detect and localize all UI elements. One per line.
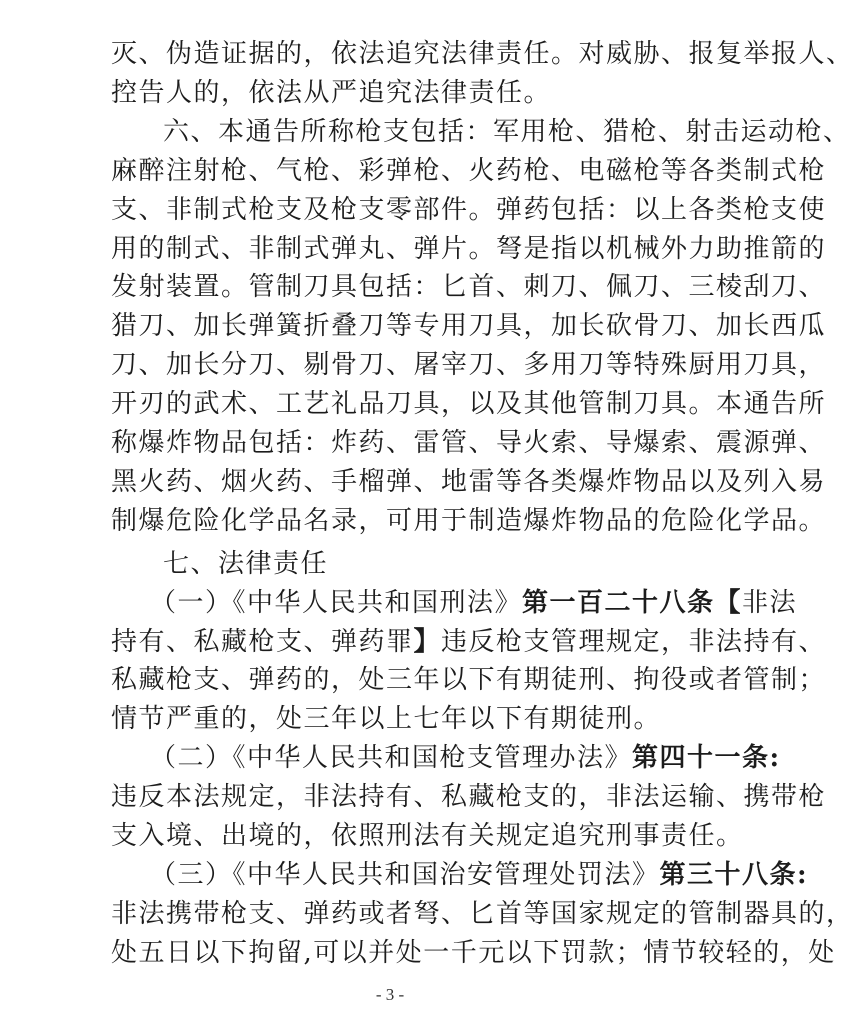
text-line: 制爆危险化学品名录，可用于制造爆炸物品的危险化学品。	[111, 506, 827, 536]
text-line: 刀、加长分刀、剔骨刀、屠宰刀、多用刀等特殊厨用刀具，	[111, 350, 827, 380]
page-number: - 3 -	[375, 985, 405, 1004]
article-one-line	[150, 583, 798, 623]
article-number: 第四十一条:	[632, 743, 781, 773]
text-line: 用的制式、非制式弹丸、弹片。弩是指以机械外力助推箭的	[111, 234, 827, 264]
text-line: 情节严重的，处三年以上七年以下有期徒刑。	[111, 704, 662, 734]
article-text: 违反枪支管理规定，非法持有、	[441, 627, 827, 657]
article-source: （三）《中华人民共和国治安管理处罚法》	[150, 860, 660, 890]
article-number: 】	[413, 627, 442, 657]
article-text: 非法	[742, 588, 798, 618]
section-seven-heading: 七、法律责任	[163, 549, 329, 579]
text-line	[111, 622, 827, 662]
text-line: 开刃的武术、工艺礼品刀具，以及其他管制刀具。本通告所	[111, 389, 827, 419]
article-source: （二）《中华人民共和国枪支管理办法》	[150, 743, 633, 773]
article-two-line	[150, 738, 781, 778]
text-line: 处五日以下拘留,可以并处一千元以下罚款；情节较轻的，处	[111, 938, 836, 968]
article-source: 持有、私藏枪支、弹药罪	[111, 627, 414, 657]
text-line: 麻醉注射枪、气枪、彩弹枪、火药枪、电磁枪等各类制式枪	[111, 156, 827, 186]
text-line: 支入境、出境的，依照刑法有关规定追究刑事责任。	[111, 821, 744, 851]
text-line: 黑火药、烟火药、手榴弹、地雷等各类爆炸物品以及列入易	[111, 467, 827, 497]
text-line: 称爆炸物品包括：炸药、雷管、导火索、导爆索、震源弹、	[111, 428, 827, 458]
article-source: （一）《中华人民共和国刑法》	[150, 588, 523, 618]
article-number: 第三十八条:	[659, 860, 809, 890]
text-line: 控告人的，依法从严追究法律责任。	[111, 78, 552, 108]
article-three-line	[150, 855, 809, 895]
text-line: 支、非制式枪支及枪支零部件。弹药包括：以上各类枪支使	[111, 195, 827, 225]
text-line: 灭、伪造证据的，依法追究法律责任。对威胁、报复举报人、	[111, 39, 854, 69]
text-line: 非法携带枪支、弹药或者弩、匕首等国家规定的管制器具的，	[111, 899, 854, 929]
text-line: 猎刀、加长弹簧折叠刀等专用刀具，加长砍骨刀、加长西瓜	[111, 311, 827, 341]
section-six-heading-line: 六、本通告所称枪支包括：军用枪、猎枪、射击运动枪、	[163, 117, 851, 147]
article-number: 第一百二十八条【	[522, 588, 743, 618]
text-line: 违反本法规定，非法持有、私藏枪支的，非法运输、携带枪	[111, 782, 827, 812]
text-line: 发射装置。管制刀具包括：匕首、刺刀、佩刀、三棱刮刀、	[111, 272, 827, 302]
text-line: 私藏枪支、弹药的，处三年以下有期徒刑、拘役或者管制；	[111, 665, 827, 695]
